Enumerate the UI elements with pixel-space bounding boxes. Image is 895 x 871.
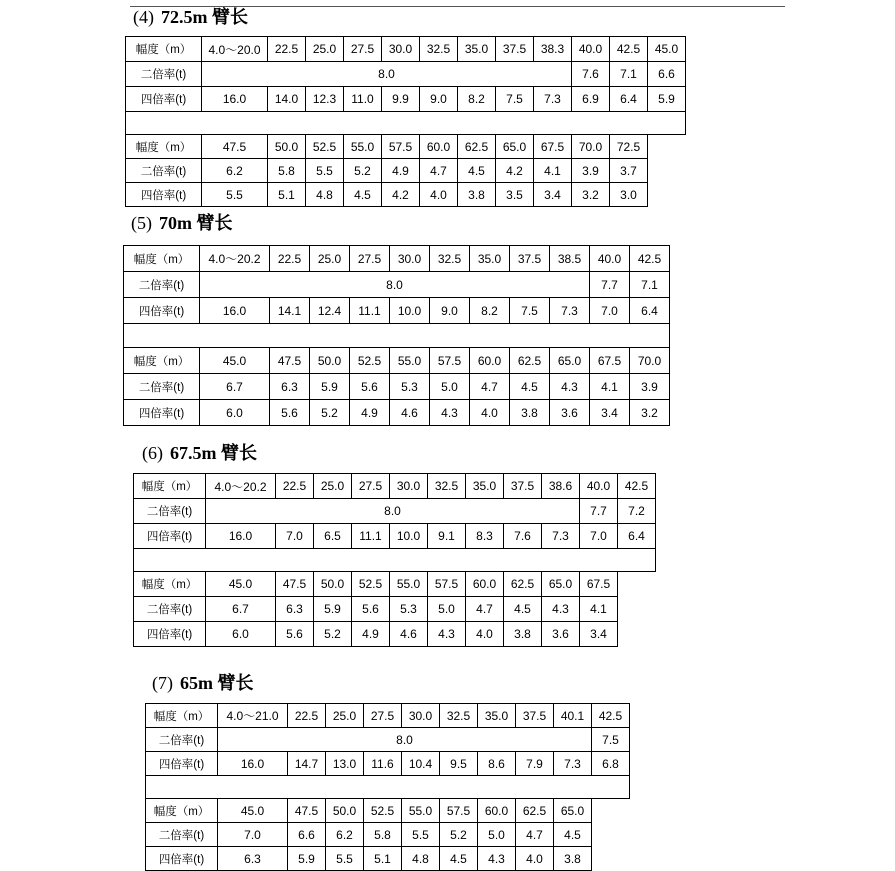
- table-cell: 7.3: [534, 87, 572, 112]
- table-cell: 55.0: [344, 135, 382, 159]
- table-cell: 7.1: [610, 62, 648, 87]
- table-cell: 57.5: [382, 135, 420, 159]
- table-cell: 45.0: [218, 799, 288, 823]
- row-label: 二倍率(t): [146, 728, 218, 752]
- top-amplitude-row: [146, 704, 630, 728]
- table-cell: 42.5: [592, 704, 630, 728]
- table-cell: 3.2: [572, 183, 610, 207]
- top-double-rate-row: [126, 62, 686, 87]
- bottom-quad-rate-row: [124, 400, 670, 426]
- table-cell: 37.5: [504, 474, 542, 499]
- table-cell: 5.2: [440, 823, 478, 847]
- table-cell: 7.5: [592, 728, 630, 752]
- table-cell: 6.5: [314, 524, 352, 549]
- table-cell: 25.0: [314, 474, 352, 499]
- load-table-67-5m: [133, 473, 656, 647]
- table-cell: 72.5: [610, 135, 648, 159]
- table-cell: 5.9: [314, 597, 352, 622]
- bottom-double-rate-row: [126, 159, 648, 183]
- table-cell: 13.0: [326, 752, 364, 776]
- table-cell: 6.3: [270, 374, 310, 400]
- top-quad-rate-row: [126, 87, 686, 112]
- table-cell: 4.5: [458, 159, 496, 183]
- table-cell: 9.5: [440, 752, 478, 776]
- table-cell: 6.4: [630, 298, 670, 324]
- table-cell: 3.4: [534, 183, 572, 207]
- table-cell: 5.9: [310, 374, 350, 400]
- bottom-double-rate-row: [124, 374, 670, 400]
- table-cell: 4.8: [306, 183, 344, 207]
- table-cell: 16.0: [206, 524, 276, 549]
- table-cell: 7.0: [590, 298, 630, 324]
- table-cell: 7.7: [580, 499, 618, 524]
- load-table-continued: [123, 347, 670, 426]
- separator-cell: [126, 112, 686, 135]
- row-label: 幅度（m）: [146, 704, 218, 728]
- table-cell: 5.3: [390, 597, 428, 622]
- table-cell: 32.5: [430, 246, 470, 272]
- row-label: 幅度（m）: [124, 246, 200, 272]
- table-cell: 62.5: [516, 799, 554, 823]
- table-cell: 52.5: [350, 348, 390, 374]
- table-cell: 4.7: [420, 159, 458, 183]
- table-cell: 40.0: [572, 37, 610, 62]
- table-cell: 16.0: [200, 298, 270, 324]
- table-cell: 5.9: [288, 847, 326, 871]
- table-cell: 22.5: [288, 704, 326, 728]
- table-cell: 25.0: [310, 246, 350, 272]
- table-cell: 5.6: [270, 400, 310, 426]
- table-cell: 55.0: [390, 572, 428, 597]
- table-cell: 27.5: [350, 246, 390, 272]
- table-cell: 45.0: [206, 572, 276, 597]
- table-cell: 6.6: [288, 823, 326, 847]
- table-cell: 3.4: [580, 622, 618, 647]
- table-cell: 4.3: [430, 400, 470, 426]
- table-cell: 47.5: [202, 135, 268, 159]
- separator-row: [124, 324, 670, 348]
- table-cell: 4.9: [382, 159, 420, 183]
- table-cell: 50.0: [268, 135, 306, 159]
- row-label: 二倍率(t): [146, 823, 218, 847]
- table-cell: 6.0: [206, 622, 276, 647]
- table-cell: 3.5: [496, 183, 534, 207]
- table-cell: 57.5: [428, 572, 466, 597]
- row-label: 幅度（m）: [124, 348, 200, 374]
- load-table-65m: [145, 703, 630, 871]
- table-cell: 4.6: [390, 400, 430, 426]
- table-cell: 60.0: [466, 572, 504, 597]
- table-cell: 27.5: [364, 704, 402, 728]
- table-cell: 67.5: [590, 348, 630, 374]
- table-cell: 47.5: [288, 799, 326, 823]
- table-cell: 4.8: [402, 847, 440, 871]
- table-cell: 14.7: [288, 752, 326, 776]
- table-cell: 27.5: [352, 474, 390, 499]
- table-cell: 37.5: [510, 246, 550, 272]
- table-cell: 7.9: [516, 752, 554, 776]
- load-table: [123, 245, 670, 348]
- table-cell: 6.7: [206, 597, 276, 622]
- table-cell: 4.0～20.0: [202, 37, 268, 62]
- row-label: 二倍率(t): [134, 499, 206, 524]
- table-cell: 52.5: [364, 799, 402, 823]
- table-cell: 10.0: [390, 298, 430, 324]
- bottom-double-rate-row: [134, 597, 618, 622]
- table-cell: 60.0: [420, 135, 458, 159]
- table-cell: 4.7: [470, 374, 510, 400]
- section-heading-5: (5) 70m 臂长: [131, 213, 233, 233]
- table-cell: 42.5: [610, 37, 648, 62]
- table-cell: 8.6: [478, 752, 516, 776]
- table-cell: 5.6: [352, 597, 390, 622]
- table-cell: 4.3: [478, 847, 516, 871]
- top-double-rate-row: [146, 728, 630, 752]
- table-cell: 5.8: [268, 159, 306, 183]
- table-cell: 6.6: [648, 62, 686, 87]
- separator-row: [134, 549, 656, 572]
- table-cell: 35.0: [466, 474, 504, 499]
- table-cell: 8.0: [202, 62, 572, 87]
- table-cell: 6.7: [200, 374, 270, 400]
- table-cell: 7.3: [554, 752, 592, 776]
- top-amplitude-row: [134, 474, 656, 499]
- separator-cell: [146, 776, 630, 799]
- row-label: 幅度（m）: [126, 37, 202, 62]
- table-cell: 6.9: [572, 87, 610, 112]
- table-cell: 8.2: [458, 87, 496, 112]
- bottom-double-rate-row: [146, 823, 592, 847]
- row-label: 四倍率(t): [124, 298, 200, 324]
- bottom-quad-rate-row: [134, 622, 618, 647]
- table-cell: 4.5: [554, 823, 592, 847]
- load-table-continued: [145, 798, 592, 871]
- table-cell: 6.2: [326, 823, 364, 847]
- table-cell: 7.5: [510, 298, 550, 324]
- row-label: 幅度（m）: [134, 474, 206, 499]
- table-cell: 22.5: [270, 246, 310, 272]
- table-cell: 12.3: [306, 87, 344, 112]
- table-cell: 10.0: [390, 524, 428, 549]
- table-cell: 27.5: [344, 37, 382, 62]
- table-cell: 8.0: [200, 272, 590, 298]
- table-cell: 7.5: [496, 87, 534, 112]
- table-cell: 8.0: [206, 499, 580, 524]
- table-cell: 62.5: [504, 572, 542, 597]
- row-label: 二倍率(t): [134, 597, 206, 622]
- load-table: [145, 703, 630, 799]
- bottom-quad-rate-row: [146, 847, 592, 871]
- table-cell: 6.3: [276, 597, 314, 622]
- table-cell: 65.0: [542, 572, 580, 597]
- table-cell: 4.6: [390, 622, 428, 647]
- table-cell: 4.1: [590, 374, 630, 400]
- table-cell: 4.7: [466, 597, 504, 622]
- row-label: 四倍率(t): [146, 847, 218, 871]
- load-table: [133, 473, 656, 572]
- table-cell: 4.0～20.2: [206, 474, 276, 499]
- row-label: 四倍率(t): [126, 87, 202, 112]
- table-cell: 22.5: [276, 474, 314, 499]
- table-cell: 40.0: [590, 246, 630, 272]
- table-cell: 8.2: [470, 298, 510, 324]
- top-quad-rate-row: [124, 298, 670, 324]
- table-cell: 3.2: [630, 400, 670, 426]
- table-cell: 57.5: [440, 799, 478, 823]
- table-cell: 4.9: [350, 400, 390, 426]
- table-cell: 70.0: [572, 135, 610, 159]
- table-cell: 45.0: [648, 37, 686, 62]
- table-cell: 6.0: [200, 400, 270, 426]
- table-cell: 7.0: [276, 524, 314, 549]
- table-cell: 4.7: [516, 823, 554, 847]
- table-cell: 16.0: [218, 752, 288, 776]
- top-amplitude-row: [126, 37, 686, 62]
- table-cell: 62.5: [510, 348, 550, 374]
- load-table-72-5m: [125, 36, 686, 207]
- row-label: 四倍率(t): [146, 752, 218, 776]
- table-cell: 47.5: [270, 348, 310, 374]
- section-heading-6: (6) 67.5m 臂长: [142, 443, 257, 463]
- table-cell: 70.0: [630, 348, 670, 374]
- table-cell: 3.4: [590, 400, 630, 426]
- table-cell: 4.0: [516, 847, 554, 871]
- table-cell: 7.1: [630, 272, 670, 298]
- bottom-amplitude-row: [124, 348, 670, 374]
- table-cell: 10.4: [402, 752, 440, 776]
- table-cell: 4.9: [352, 622, 390, 647]
- top-amplitude-row: [124, 246, 670, 272]
- table-cell: 35.0: [458, 37, 496, 62]
- table-cell: 22.5: [268, 37, 306, 62]
- row-label: 二倍率(t): [124, 374, 200, 400]
- table-cell: 11.1: [350, 298, 390, 324]
- table-cell: 38.3: [534, 37, 572, 62]
- table-cell: 5.1: [268, 183, 306, 207]
- table-cell: 6.2: [202, 159, 268, 183]
- table-cell: 5.5: [402, 823, 440, 847]
- load-table-continued: [125, 134, 648, 207]
- table-cell: 5.6: [276, 622, 314, 647]
- table-cell: 5.5: [326, 847, 364, 871]
- table-cell: 6.3: [218, 847, 288, 871]
- table-cell: 40.0: [580, 474, 618, 499]
- table-cell: 4.0: [470, 400, 510, 426]
- table-cell: 11.6: [364, 752, 402, 776]
- table-cell: 9.0: [420, 87, 458, 112]
- table-cell: 3.9: [572, 159, 610, 183]
- separator-row: [126, 112, 686, 135]
- table-cell: 7.7: [590, 272, 630, 298]
- table-cell: 3.8: [510, 400, 550, 426]
- bottom-amplitude-row: [126, 135, 648, 159]
- table-cell: 42.5: [618, 474, 656, 499]
- load-table-continued: [133, 571, 618, 647]
- table-cell: 62.5: [458, 135, 496, 159]
- table-cell: 4.3: [428, 622, 466, 647]
- table-cell: 45.0: [200, 348, 270, 374]
- table-cell: 65.0: [496, 135, 534, 159]
- load-table-70m: [123, 245, 670, 426]
- table-cell: 11.0: [344, 87, 382, 112]
- top-quad-rate-row: [146, 752, 630, 776]
- table-cell: 7.0: [218, 823, 288, 847]
- table-cell: 16.0: [202, 87, 268, 112]
- table-cell: 55.0: [390, 348, 430, 374]
- table-cell: 5.2: [310, 400, 350, 426]
- table-cell: 14.1: [270, 298, 310, 324]
- table-cell: 3.6: [550, 400, 590, 426]
- table-cell: 3.7: [610, 159, 648, 183]
- bottom-amplitude-row: [134, 572, 618, 597]
- row-label: 二倍率(t): [126, 159, 202, 183]
- top-double-rate-row: [124, 272, 670, 298]
- table-cell: 5.8: [364, 823, 402, 847]
- table-cell: 9.9: [382, 87, 420, 112]
- table-cell: 50.0: [310, 348, 350, 374]
- table-cell: 52.5: [352, 572, 390, 597]
- table-cell: 5.6: [350, 374, 390, 400]
- table-cell: 4.5: [510, 374, 550, 400]
- table-cell: 38.5: [550, 246, 590, 272]
- table-cell: 50.0: [314, 572, 352, 597]
- table-cell: 4.1: [534, 159, 572, 183]
- table-cell: 9.1: [428, 524, 466, 549]
- table-cell: 8.3: [466, 524, 504, 549]
- table-cell: 65.0: [554, 799, 592, 823]
- table-cell: 4.0: [420, 183, 458, 207]
- table-cell: 42.5: [630, 246, 670, 272]
- top-quad-rate-row: [134, 524, 656, 549]
- table-cell: 4.5: [504, 597, 542, 622]
- table-cell: 5.2: [344, 159, 382, 183]
- row-label: 二倍率(t): [126, 62, 202, 87]
- table-cell: 67.5: [580, 572, 618, 597]
- row-label: 四倍率(t): [134, 524, 206, 549]
- table-cell: 5.0: [478, 823, 516, 847]
- table-cell: 3.0: [610, 183, 648, 207]
- section-heading-7: (7) 65m 臂长: [152, 673, 254, 693]
- table-cell: 5.9: [648, 87, 686, 112]
- table-cell: 30.0: [402, 704, 440, 728]
- table-cell: 4.0～21.0: [218, 704, 288, 728]
- table-cell: 55.0: [402, 799, 440, 823]
- table-cell: 4.3: [542, 597, 580, 622]
- table-cell: 57.5: [430, 348, 470, 374]
- table-cell: 5.3: [390, 374, 430, 400]
- row-label: 幅度（m）: [146, 799, 218, 823]
- table-cell: 32.5: [428, 474, 466, 499]
- table-cell: 32.5: [440, 704, 478, 728]
- table-cell: 7.3: [550, 298, 590, 324]
- table-cell: 8.0: [218, 728, 592, 752]
- table-cell: 52.5: [306, 135, 344, 159]
- table-cell: 38.6: [542, 474, 580, 499]
- table-cell: 47.5: [276, 572, 314, 597]
- table-cell: 30.0: [382, 37, 420, 62]
- table-cell: 7.6: [572, 62, 610, 87]
- table-cell: 6.4: [610, 87, 648, 112]
- table-cell: 3.9: [630, 374, 670, 400]
- table-cell: 7.6: [504, 524, 542, 549]
- table-cell: 7.3: [542, 524, 580, 549]
- table-cell: 4.2: [496, 159, 534, 183]
- table-cell: 65.0: [550, 348, 590, 374]
- table-cell: 3.8: [458, 183, 496, 207]
- table-cell: 5.0: [430, 374, 470, 400]
- table-cell: 60.0: [470, 348, 510, 374]
- table-cell: 4.2: [382, 183, 420, 207]
- table-cell: 3.6: [542, 622, 580, 647]
- section-heading-4: (4) 72.5m 臂长: [133, 7, 248, 27]
- table-cell: 37.5: [496, 37, 534, 62]
- table-cell: 35.0: [470, 246, 510, 272]
- bottom-quad-rate-row: [126, 183, 648, 207]
- table-cell: 37.5: [516, 704, 554, 728]
- table-cell: 5.0: [428, 597, 466, 622]
- bottom-amplitude-row: [146, 799, 592, 823]
- table-cell: 50.0: [326, 799, 364, 823]
- row-label: 幅度（m）: [126, 135, 202, 159]
- table-cell: 3.8: [504, 622, 542, 647]
- row-label: 幅度（m）: [134, 572, 206, 597]
- table-cell: 5.2: [314, 622, 352, 647]
- table-cell: 32.5: [420, 37, 458, 62]
- table-cell: 35.0: [478, 704, 516, 728]
- table-cell: 4.0: [466, 622, 504, 647]
- table-cell: 30.0: [390, 246, 430, 272]
- table-cell: 4.0～20.2: [200, 246, 270, 272]
- row-label: 二倍率(t): [124, 272, 200, 298]
- separator-cell: [134, 549, 656, 572]
- table-cell: 12.4: [310, 298, 350, 324]
- top-double-rate-row: [134, 499, 656, 524]
- separator-cell: [124, 324, 670, 348]
- table-cell: 9.0: [430, 298, 470, 324]
- table-cell: 5.5: [202, 183, 268, 207]
- table-cell: 5.5: [306, 159, 344, 183]
- table-cell: 40.1: [554, 704, 592, 728]
- table-cell: 11.1: [352, 524, 390, 549]
- table-cell: 3.8: [554, 847, 592, 871]
- separator-row: [146, 776, 630, 799]
- table-cell: 30.0: [390, 474, 428, 499]
- table-cell: 4.5: [344, 183, 382, 207]
- table-cell: 25.0: [326, 704, 364, 728]
- table-cell: 14.0: [268, 87, 306, 112]
- table-cell: 60.0: [478, 799, 516, 823]
- row-label: 四倍率(t): [124, 400, 200, 426]
- row-label: 四倍率(t): [126, 183, 202, 207]
- table-cell: 4.3: [550, 374, 590, 400]
- table-cell: 25.0: [306, 37, 344, 62]
- table-cell: 4.5: [440, 847, 478, 871]
- table-cell: 4.1: [580, 597, 618, 622]
- load-table: [125, 36, 686, 135]
- table-cell: 6.8: [592, 752, 630, 776]
- table-cell: 5.1: [364, 847, 402, 871]
- table-cell: 6.4: [618, 524, 656, 549]
- table-cell: 7.2: [618, 499, 656, 524]
- table-cell: 67.5: [534, 135, 572, 159]
- row-label: 四倍率(t): [134, 622, 206, 647]
- table-cell: 7.0: [580, 524, 618, 549]
